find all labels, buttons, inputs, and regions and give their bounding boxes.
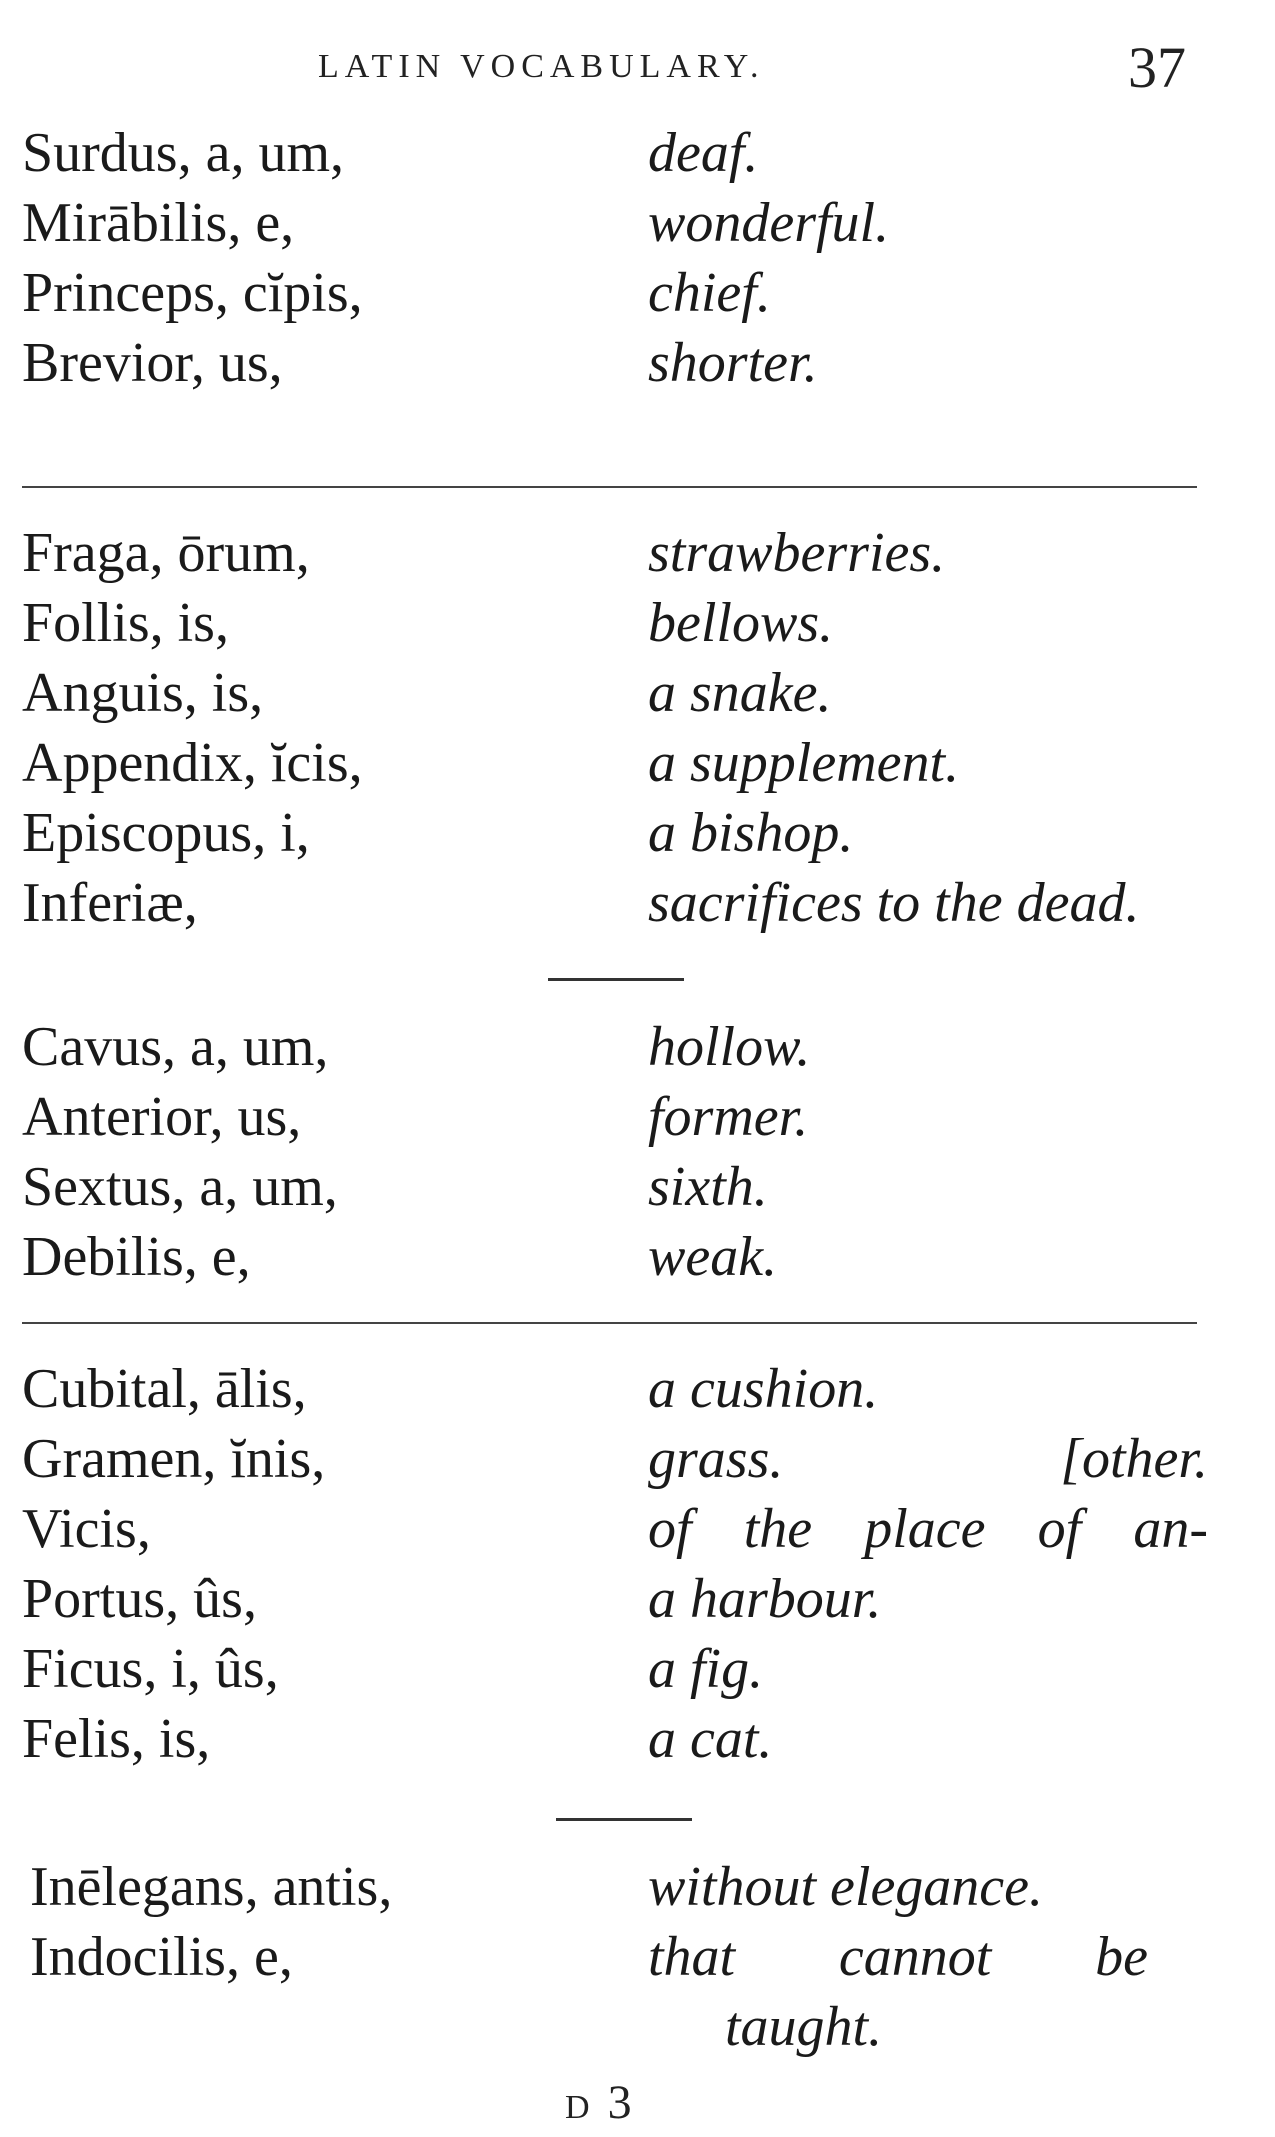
- latin-word: Portus, ûs,: [22, 1568, 257, 1630]
- latin-word: Episcopus, i,: [22, 802, 310, 864]
- english-meaning: without elegance.: [648, 1856, 1044, 1918]
- vocabulary-entry: [0, 1222, 1275, 1292]
- vocabulary-entry: [0, 1564, 1275, 1634]
- vocabulary-entry: [0, 1012, 1275, 1082]
- vocabulary-entry: [0, 1922, 1275, 1992]
- english-meaning: a bishop.: [648, 802, 854, 864]
- english-meaning: hollow.: [648, 1016, 811, 1078]
- vocabulary-entry: [0, 1424, 1275, 1494]
- vocabulary-entry: [0, 258, 1275, 328]
- vocabulary-entry: [0, 1704, 1275, 1774]
- vocabulary-entry: [0, 118, 1275, 188]
- running-title: LATIN VOCABULARY.: [318, 48, 765, 85]
- vocabulary-group: [0, 1852, 1275, 2062]
- english-meaning: of the place of an-: [648, 1498, 1208, 1560]
- vocabulary-entry: [0, 1852, 1275, 1922]
- english-meaning-main: grass.: [648, 1428, 784, 1490]
- latin-word: Inferiæ,: [22, 872, 198, 934]
- latin-word: Appendix, ĭcis,: [22, 732, 363, 794]
- signature-number: 3: [607, 2076, 636, 2129]
- english-meaning: a cat.: [648, 1708, 773, 1770]
- vocabulary-group: [0, 1012, 1275, 1292]
- vocabulary-group: [0, 118, 1275, 398]
- page-number: 37: [1128, 35, 1186, 100]
- latin-word: Surdus, a, um,: [22, 122, 344, 184]
- section-divider-rule: [22, 1322, 1197, 1324]
- english-meaning: a supplement.: [648, 732, 960, 794]
- english-meaning: a harbour.: [648, 1568, 882, 1630]
- latin-word: Follis, is,: [22, 592, 229, 654]
- latin-word: Cubital, ālis,: [22, 1358, 307, 1420]
- english-meaning: a snake.: [648, 662, 832, 724]
- english-meaning: sixth.: [648, 1156, 768, 1218]
- vocabulary-group: [0, 518, 1275, 938]
- vocabulary-entry: [0, 1152, 1275, 1222]
- vocabulary-entry: [0, 798, 1275, 868]
- english-meaning: that cannot be: [648, 1926, 1148, 1988]
- latin-word: Mirābilis, e,: [22, 192, 295, 254]
- latin-word: Debilis, e,: [22, 1226, 251, 1288]
- vocabulary-entry: [0, 868, 1275, 938]
- latin-word: Ficus, i, ûs,: [22, 1638, 279, 1700]
- latin-word: Gramen, ĭnis,: [22, 1428, 326, 1490]
- english-meaning: weak.: [648, 1226, 778, 1288]
- vocabulary-group: [0, 1354, 1275, 1774]
- english-meaning: wonderful.: [648, 192, 890, 254]
- vocabulary-entry: [0, 1082, 1275, 1152]
- latin-word: Brevior, us,: [22, 332, 283, 394]
- vocabulary-entry: [0, 188, 1275, 258]
- latin-word: Indocilis, e,: [30, 1926, 293, 1988]
- english-meaning: strawberries.: [648, 522, 946, 584]
- signature-letter: D: [565, 2089, 592, 2126]
- vocabulary-entry: [0, 328, 1275, 398]
- english-meaning: a fig.: [648, 1638, 764, 1700]
- english-meaning: former.: [648, 1086, 809, 1148]
- latin-word: Cavus, a, um,: [22, 1016, 329, 1078]
- vocabulary-entry: [0, 518, 1275, 588]
- english-meaning: sacrifices to the dead.: [648, 872, 1140, 934]
- latin-word: Felis, is,: [22, 1708, 211, 1770]
- latin-word: Anguis, is,: [22, 662, 264, 724]
- vocabulary-entry: [0, 658, 1275, 728]
- english-meaning: a cushion.: [648, 1358, 879, 1420]
- latin-word: Fraga, ōrum,: [22, 522, 310, 584]
- latin-word: Sextus, a, um,: [22, 1156, 338, 1218]
- english-meaning-carryover: [other.: [1060, 1428, 1208, 1490]
- page-header: [0, 34, 1275, 114]
- vocabulary-entry: [0, 1354, 1275, 1424]
- vocabulary-entry-continuation: [0, 1992, 1275, 2062]
- latin-word: Anterior, us,: [22, 1086, 302, 1148]
- english-meaning: deaf.: [648, 122, 759, 184]
- short-divider-rule: [548, 978, 684, 981]
- section-divider-rule: [22, 486, 1197, 488]
- vocabulary-entry: [0, 728, 1275, 798]
- vocabulary-entry: [0, 588, 1275, 658]
- vocabulary-entry: [0, 1634, 1275, 1704]
- english-meaning: bellows.: [648, 592, 834, 654]
- vocabulary-entry: [0, 1494, 1275, 1564]
- english-meaning: chief.: [648, 262, 771, 324]
- latin-word: Vicis,: [22, 1498, 151, 1560]
- english-meaning: [648, 1424, 1208, 1494]
- latin-word: Inēlegans, antis,: [30, 1856, 393, 1918]
- latin-word: Princeps, cĭpis,: [22, 262, 363, 324]
- short-divider-rule: [556, 1818, 692, 1821]
- english-meaning: taught.: [725, 1996, 883, 2058]
- english-meaning: shorter.: [648, 332, 818, 394]
- printer-signature-mark: [565, 2075, 636, 2130]
